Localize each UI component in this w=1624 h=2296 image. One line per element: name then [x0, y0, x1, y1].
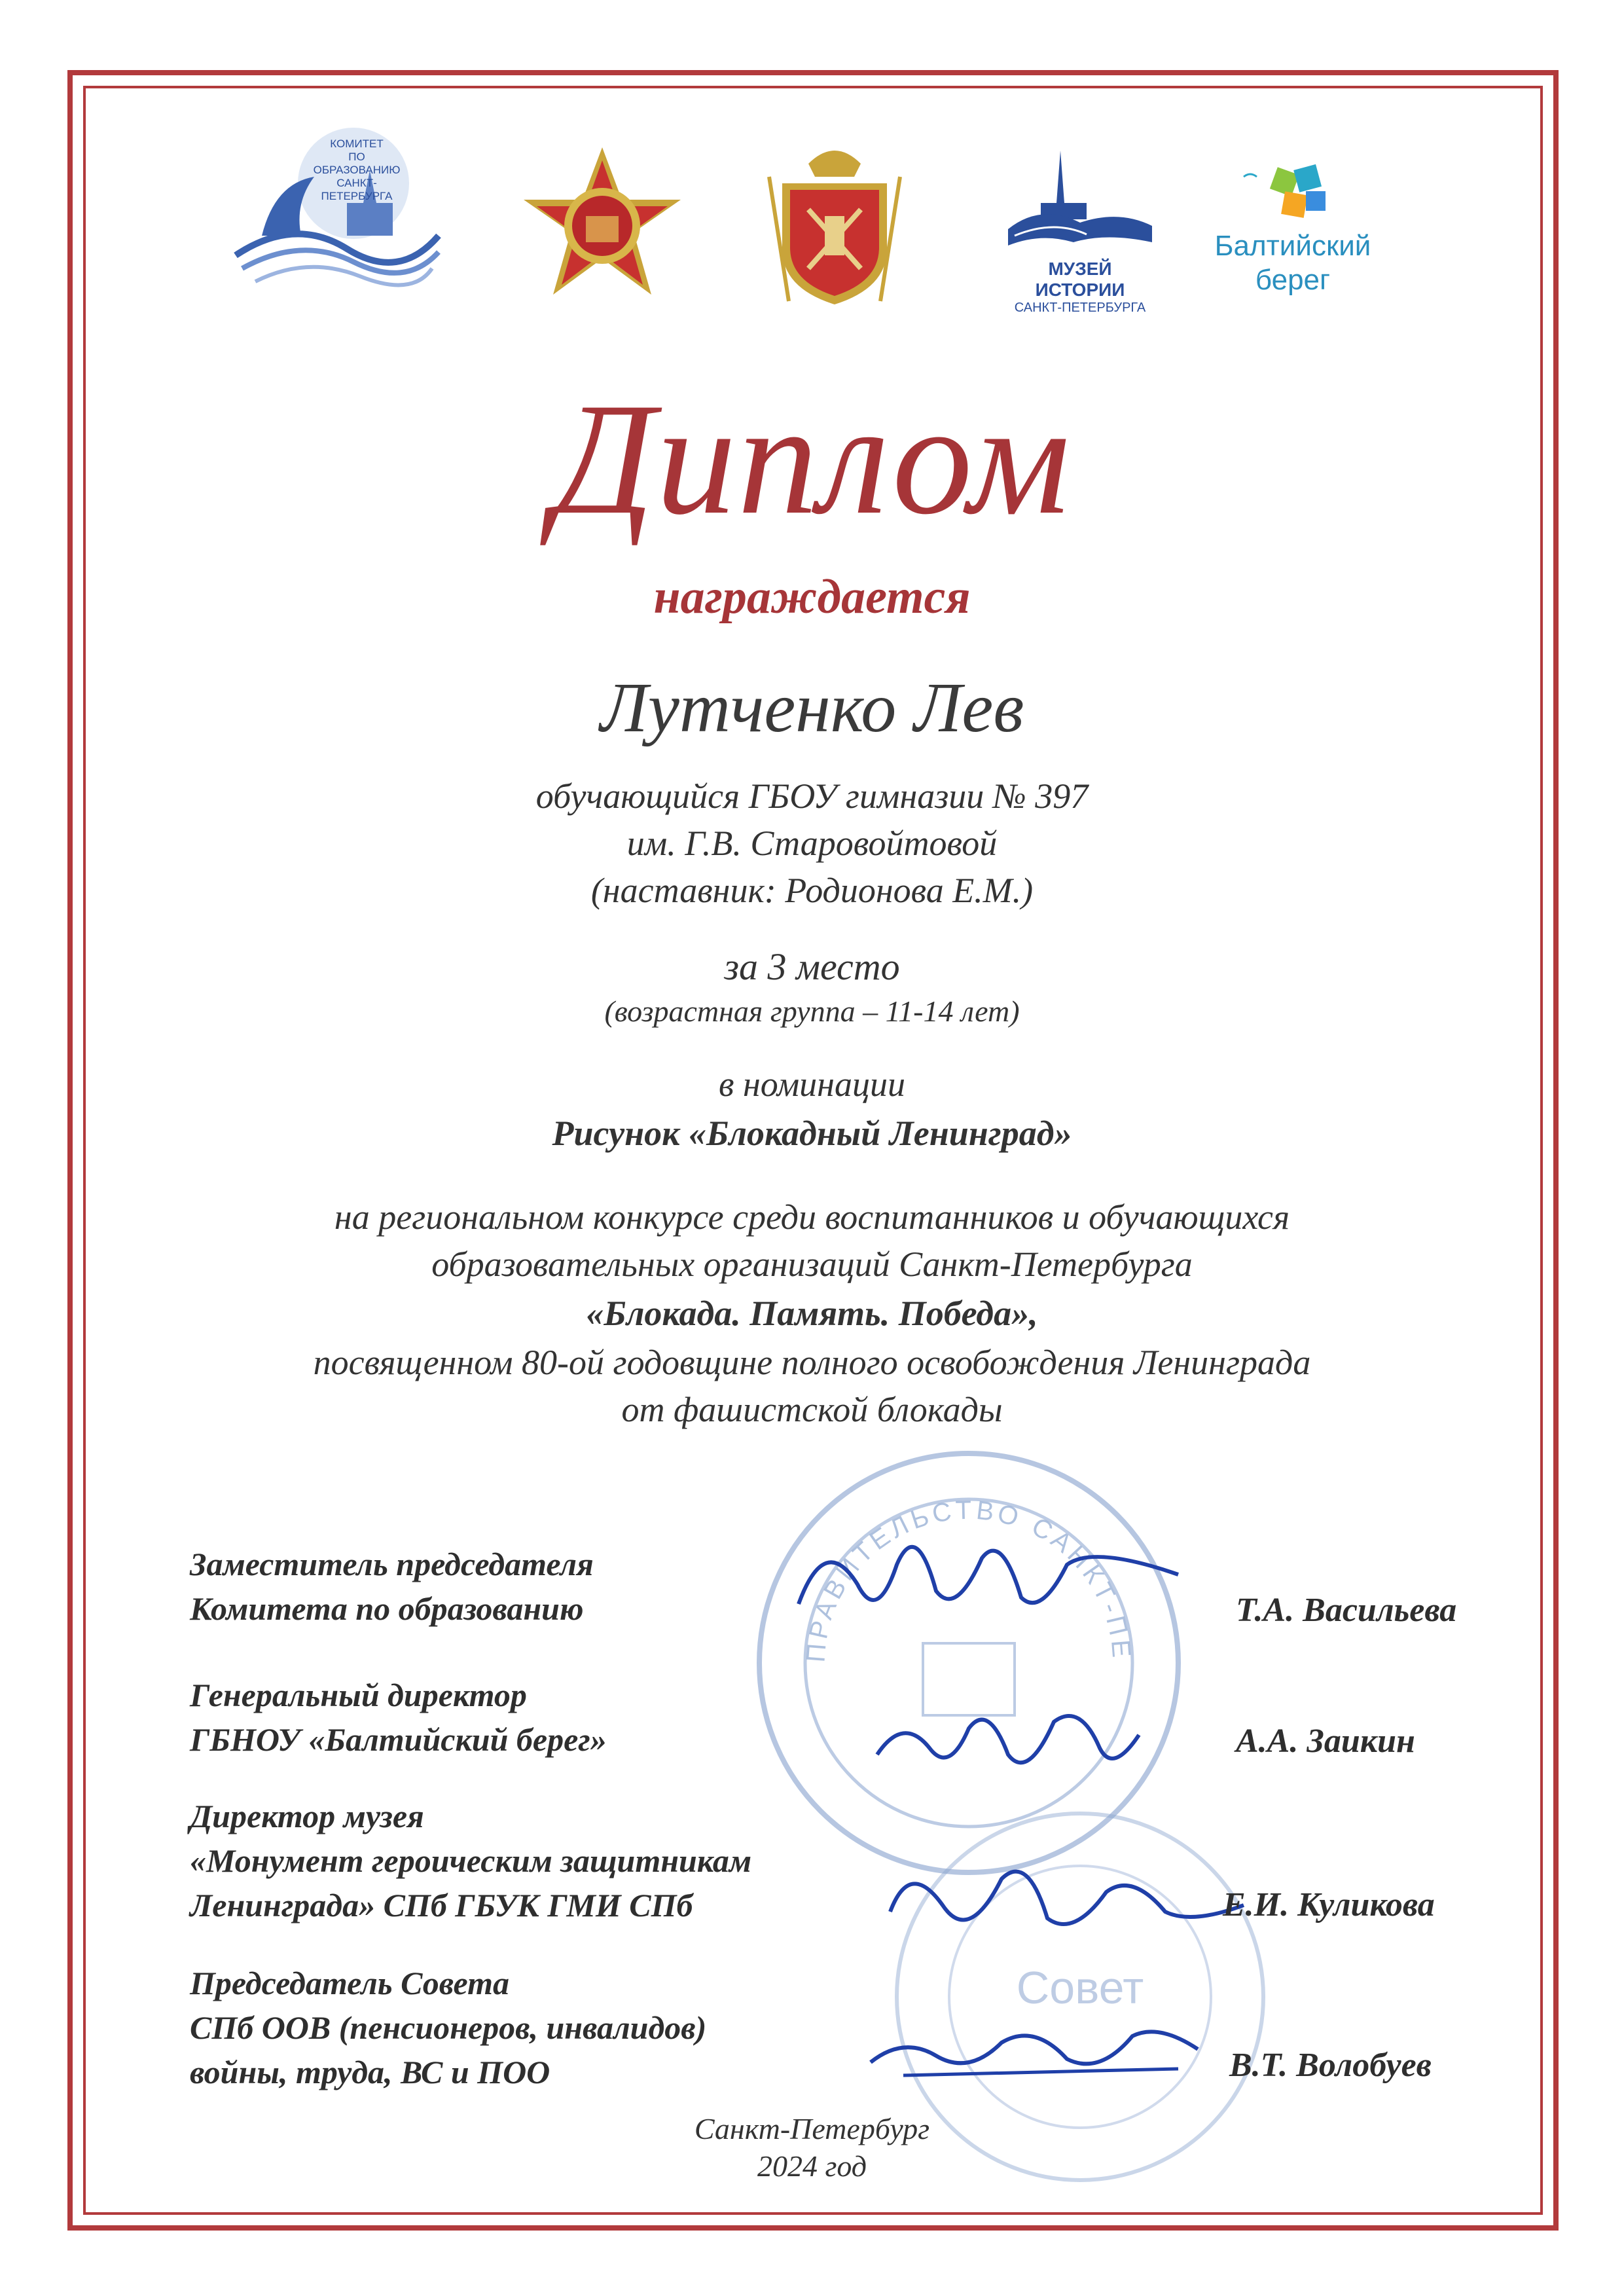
council-stamp-text: Совет	[1016, 1962, 1144, 2013]
signatory-4-title-line2: СПб ООВ (пенсионеров, инвалидов)	[190, 2009, 707, 2046]
signatory-3-title-line3: Ленинграда» СПб ГБУК ГМИ СПб	[190, 1887, 693, 1923]
signatory-4-title	[190, 1961, 706, 2094]
mentor-line: (наставник: Родионова Е.М.)	[590, 871, 1034, 910]
signatory-3-title-line1: Директор музея	[190, 1798, 424, 1834]
stamp-text: ПРАВИТЕЛЬСТВО САНКТ-ПЕ	[801, 1495, 1136, 1664]
museum-logo-line1: МУЗЕЙ ИСТОРИИ	[1035, 259, 1125, 300]
contest-name: «Блокада. Память. Победа»,	[586, 1294, 1038, 1333]
school-line-1: обучающийся ГБОУ гимназии № 397	[535, 776, 1089, 816]
committee-logo	[216, 124, 452, 288]
signatory-4-title-line3: войны, труда, ВС и ПОО	[190, 2054, 550, 2090]
committee-logo-line3: САНКТ-ПЕТЕРБУРГА	[321, 177, 393, 202]
committee-logo-line2: ПО ОБРАЗОВАНИЮ	[313, 151, 401, 176]
signatory-2-name: А.А. Заикин	[1236, 1722, 1415, 1760]
school-line-2: им. Г.В. Старовойтовой	[626, 824, 998, 863]
awarded-subtitle: награждается	[653, 570, 971, 624]
signatory-1-title-line2: Комитета по образованию	[190, 1590, 584, 1627]
signatory-2-title-line2: ГБНОУ «Балтийский берег»	[190, 1721, 607, 1758]
diploma-title: Диплом	[552, 370, 1072, 547]
baltic-shore-logo	[1208, 157, 1378, 301]
signatory-1-title	[190, 1542, 594, 1631]
logos-row	[0, 118, 1624, 340]
signatory-3-title	[190, 1794, 751, 1927]
nomination-name: Рисунок «Блокадный Ленинград»	[552, 1114, 1072, 1153]
contest-line-1: на региональном конкурсе среди воспитанников и обучающихся	[334, 1197, 1290, 1237]
footer-year: 2024 год	[757, 2149, 867, 2183]
signatory-2-title-line1: Генеральный директор	[190, 1677, 527, 1713]
signatory-3-name: Е.И. Куликова	[1223, 1886, 1435, 1923]
baltic-logo-line1: Балтийский	[1214, 230, 1371, 262]
signature-1	[785, 1506, 1191, 1650]
age-group-line: (возрастная группа – 11-14 лет)	[604, 994, 1020, 1028]
signatory-4-name: В.Т. Волобуев	[1229, 2047, 1432, 2084]
signatory-1-name: Т.А. Васильева	[1236, 1592, 1457, 1629]
baltic-logo-line2: берег	[1255, 264, 1331, 296]
signatory-1-title-line1: Заместитель председателя	[190, 1546, 594, 1582]
signature-4	[864, 1997, 1204, 2102]
place-line: за 3 место	[724, 945, 900, 988]
signatory-4-title-line1: Председатель Совета	[190, 1965, 509, 2001]
contest-line-2: образовательных организаций Санкт-Петербурга	[431, 1245, 1193, 1284]
museum-history-logo	[1001, 144, 1159, 315]
signatory-2-title	[190, 1673, 607, 1762]
signature-3	[884, 1840, 1250, 1958]
signatory-3-title-line2: «Монумент героическим защитникам	[190, 1842, 752, 1879]
nomination-intro: в номинации	[719, 1065, 905, 1104]
recipient-name: Лутченко Лев	[600, 669, 1024, 747]
museum-logo-line2: САНКТ-ПЕТЕРБУРГА	[1014, 301, 1146, 315]
committee-logo-line1: КОМИТЕТ	[330, 137, 384, 150]
contest-line-3: посвященном 80-ой годовщине полного освобождения Ленинграда	[313, 1343, 1311, 1382]
order-star-emblem	[517, 144, 687, 301]
st-petersburg-coat-of-arms	[763, 137, 907, 308]
footer-city: Санкт-Петербург	[694, 2112, 930, 2145]
contest-line-4: от фашистской блокады	[621, 1390, 1003, 1429]
signature-2	[871, 1676, 1146, 1807]
